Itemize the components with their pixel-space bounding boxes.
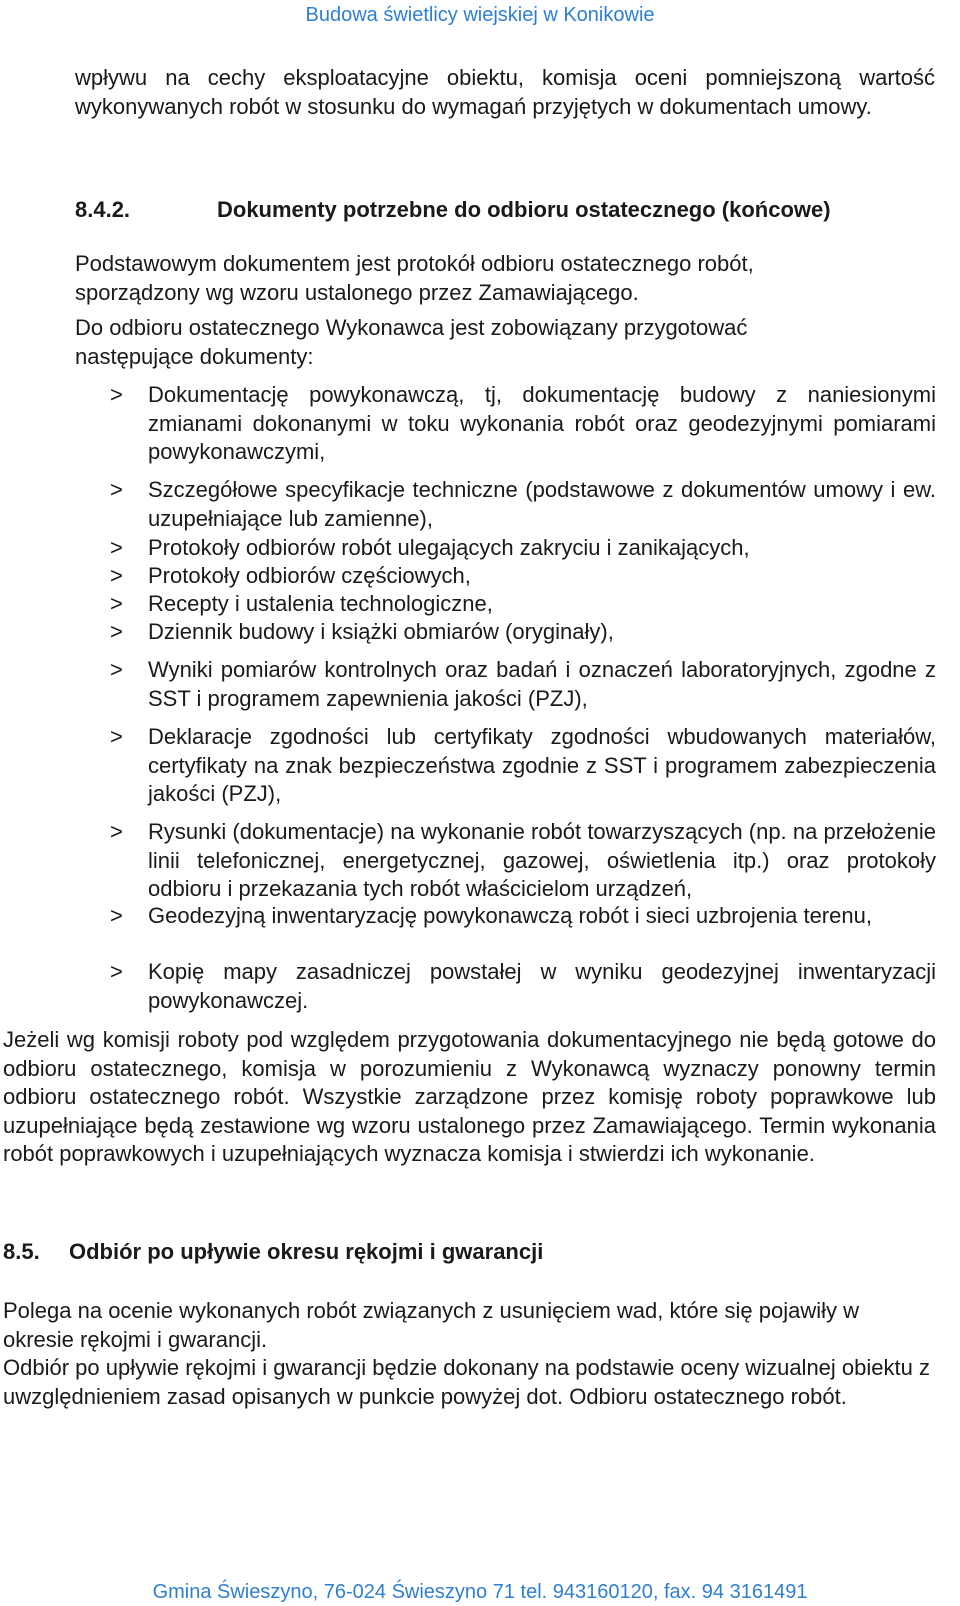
section-85-para2: Odbiór po upływie rękojmi i gwarancji będzie dokonany na podstawie oceny wizualnej obiektu z uwzględnieniem zasad opisanych w punkcie powyżej dot. Odbioru ostatecznego robót. [3, 1355, 930, 1409]
list-item [110, 381, 936, 467]
bullet-marker: > [110, 382, 123, 407]
list-item [110, 723, 936, 809]
bullet-marker: > [110, 477, 123, 502]
list-item [110, 590, 936, 619]
list-item-text: Wyniki pomiarów kontrolnych oraz badań i oznaczeń laboratoryjnych, zgodne z SST i programem zapewnienia jakości (PZJ), [148, 657, 936, 711]
section-842-para2: Do odbioru ostatecznego Wykonawca jest zobowiązany przygotować następujące dokumenty: [75, 315, 748, 369]
list-item [110, 656, 936, 713]
page-footer: Gmina Świeszyno, 76-024 Świeszyno 71 tel. 943160120, fax. 94 3161491 [152, 1581, 808, 1603]
list-item-text: Geodezyjną inwentaryzację powykonawczą robót i sieci uzbrojenia terenu, [148, 903, 872, 928]
list-item-text: Dokumentację powykonawczą, tj, dokumentację budowy z naniesionymi zmianami dokonanymi w toku wykonania robót oraz geodezyjnymi pomiarami powykonawczymi, [148, 382, 936, 464]
bullet-marker: > [110, 819, 123, 844]
intro-paragraph: wpływu na cechy eksploatacyjne obiektu, komisja oceni pomniejszoną wartość wykonywanych robót w stosunku do wymagań przyjętych w dokumentach umowy. [75, 65, 935, 119]
section-842-title: Dokumenty potrzebne do odbioru ostatecznego (końcowe) [217, 197, 831, 222]
bullet-marker: > [110, 724, 123, 749]
list-item [110, 476, 936, 533]
bullet-marker: > [110, 563, 123, 588]
page-header: Budowa świetlicy wiejskiej w Konikowie [305, 4, 655, 26]
list-item [110, 958, 936, 1015]
list-item-text: Protokoły odbiorów częściowych, [148, 563, 471, 588]
list-item-text: Szczegółowe specyfikacje techniczne (podstawowe z dokumentów umowy i ew. uzupełniające lub zamienne), [148, 477, 936, 531]
list-item-text: Recepty i ustalenia technologiczne, [148, 591, 493, 616]
section-842-number: 8.4.2. [75, 197, 131, 222]
bullet-marker: > [110, 619, 123, 644]
list-item [110, 902, 936, 931]
list-item-text: Dziennik budowy i książki obmiarów (oryginały), [148, 619, 614, 644]
closing-paragraph: Jeżeli wg komisji roboty pod względem przygotowania dokumentacyjnego nie będą gotowe do odbioru ostatecznego, komisja w porozumieniu z Wykonawcą wyznaczy ponowny termin odbioru ostatecznego robót. Wszystkie zarządzone przez komisję roboty poprawkowe lub uzupełniające będą zestawione wg wzoru ustalonego przez Zamawiającego. Termin wykonania robót poprawkowych i uzupełniających wyznacza komisja i stwierdzi ich wykonanie. [3, 1027, 936, 1166]
list-item-text: Protokoły odbiorów robót ulegających zakryciu i zanikających, [148, 535, 750, 560]
section-842-para1: Podstawowym dokumentem jest protokół odbioru ostatecznego robót, sporządzony wg wzoru ustalonego przez Zamawiającego. [75, 251, 754, 305]
list-item-text: Deklaracje zgodności lub certyfikaty zgodności wbudowanych materiałów, certyfikaty na znak bezpieczeństwa zgodnie z SST i programem zabezpieczenia jakości (PZJ), [148, 724, 936, 806]
section-85-title: Odbiór po upływie okresu rękojmi i gwarancji [69, 1239, 544, 1264]
list-item-text: Rysunki (dokumentacje) na wykonanie robót towarzyszących (np. na przełożenie linii telefonicznej, energetycznej, gazowej, oświetlenia itp.) oraz protokoły odbioru i przekazania tych robót właścicielom urządzeń, [148, 819, 936, 901]
list-item [110, 818, 936, 904]
bullet-marker: > [110, 903, 123, 928]
list-item [110, 618, 936, 647]
bullet-marker: > [110, 657, 123, 682]
bullet-marker: > [110, 959, 123, 984]
list-item [110, 534, 936, 563]
list-item-text: Kopię mapy zasadniczej powstałej w wyniku geodezyjnej inwentaryzacji powykonawczej. [148, 959, 936, 1013]
section-85-para1: Polega na ocenie wykonanych robót związanych z usunięciem wad, które się pojawiły w okresie rękojmi i gwarancji. [3, 1298, 860, 1352]
bullet-marker: > [110, 535, 123, 560]
bullet-marker: > [110, 591, 123, 616]
section-85-number: 8.5. [3, 1239, 40, 1264]
list-item [110, 562, 936, 591]
